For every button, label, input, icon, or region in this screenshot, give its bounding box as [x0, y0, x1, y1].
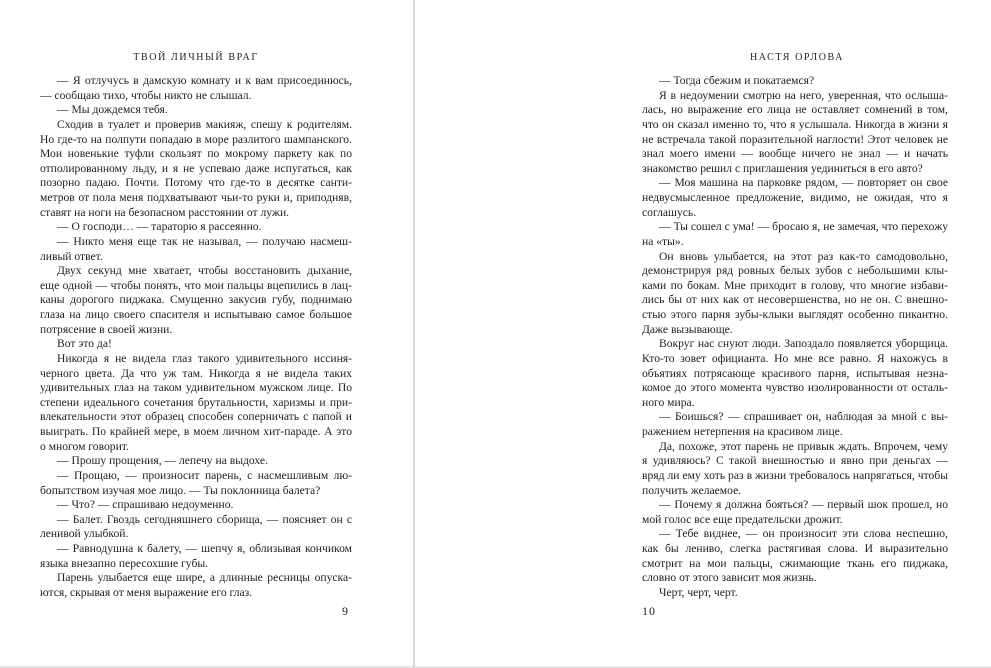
paragraph: Парень улыбается еще шире, а длинные ресницы опускаются, скрывая от меня выражение его глаз. [40, 571, 352, 599]
right-page-body [642, 74, 948, 601]
paragraph: Черт, черт, черт. [659, 585, 738, 599]
page-number: 10 [642, 604, 656, 618]
paragraph: Вокруг нас снуют люди. Запоздало появляется уборщица. Кто-то зовет официанта. Но мне все равно. Я нахожусь в объятиях потрясающе красивого парня, испытывая незнакомое до этого момента чувство изолированности от остального мира. [642, 337, 948, 409]
paragraph: — Я отлучусь в дамскую комнату и к вам присоединюсь, — сообщаю тихо, чтобы никто не слышал. [40, 74, 352, 102]
running-head-author: НАСТЯ ОРЛОВА [749, 52, 844, 63]
paragraph: — Тогда сбежим и покатаемся? [659, 74, 815, 87]
paragraph: — Боишься? — спрашивает он, наблюдая за мной с выражением нетерпения на красивом лице. [642, 410, 948, 438]
paragraph: Да, похоже, этот парень не привык ждать. Впрочем, чему я удивляюсь? С такой внешностью и явно при деньгах — вряд ли ему хоть раз в жизни требовалось напрягаться, чтобы получить желаемое. [642, 439, 948, 497]
paragraph: — Моя машина на парковке рядом, — повторяет он свое недвусмысленное предложение, видимо, не ожидая, что я соглашусь. [642, 176, 948, 219]
left-page-body [40, 74, 352, 601]
paragraph: — Ты сошел с ума! — бросаю я, не замечая, что перехожу на «ты». [642, 220, 948, 248]
paragraph: Сходив в туалет и проверив макияж, спешу к родителям. Но где-то на полпути попадаю в море разлитого шампанского. Мои новенькие туфли скользят по мокрому паркету как по отполированному льду, и я не успеваю даже испугаться, как позорно падаю. Почти. Потому что где-то в десятке сантиметров от пола меня подхватывают чьи-то руки и, приподняв, ставят на ноги на безопасном расстоянии от лужи. [40, 117, 352, 219]
right-page [415, 0, 991, 666]
page-number: 9 [342, 604, 348, 618]
paragraph: Вот это да! [57, 337, 112, 351]
paragraph: — Равнодушна к балету, — шепчу я, облизывая кончиком языка внезапно пересохшие губы. [40, 542, 352, 570]
paragraph: — Балет. Гвоздь сегодняшнего сборища, — поясняет он с ленивой улыбкой. [40, 512, 352, 541]
running-head-book-title: ТВОЙ ЛИЧНЫЙ ВРАГ [133, 52, 259, 63]
left-page [0, 0, 413, 666]
paragraph: — Что? — спрашиваю недоуменно. [57, 498, 234, 512]
paragraph: Никогда я не видела глаз такого удивительного иссиня-черного цвета. Да что уж там. Никогда я не видела таких удивительных глаз на таком удивительном мужском лице. По степени идеального сочетания брутальности, харизмы и привлекательности этот образец способен соперничать с папой и выиграть. По крайней мере, в моем личном хит-параде. А это о многом говорит. [40, 351, 352, 453]
paragraph: — Мы дождемся тебя. [57, 103, 168, 117]
paragraph: Я в недоумении смотрю на него, уверенная, что ослышалась, но выражение его лица не оставляет сомнений в том, что он сказал именно то, что я услышала. Никогда в жизни я не встречала такой поразительной наглости! Этот человек не знал моего имени — вообще ничего не знал — и начать знакомство решил с приглашения уединиться в его авто? [642, 88, 948, 175]
paragraph: — Никто меня еще так не называл, — получаю насмешливый ответ. [40, 234, 352, 263]
paragraph: Двух секунд мне хватает, чтобы восстановить дыхание, еще одной — чтобы понять, что мои пальцы вцепились в лацканы дорогого пиджака. Смущенно закусив губу, поднимаю глаза на лицо своего спасителя и испытываю самое большое потрясение в своей жизни. [40, 264, 352, 336]
paragraph: — Почему я должна бояться? — первый шок прошел, но мой голос все еще предательски дрожит. [642, 498, 948, 526]
paragraph: — Прощаю, — произносит парень, с насмешливым любопытством изучая мое лицо. — Ты поклонница балета? [40, 468, 352, 497]
paragraph: — О господи… — тараторю я рассеянно. [57, 220, 262, 234]
paragraph: — Прошу прощения, — лепечу на выдохе. [57, 454, 268, 468]
paragraph: Он вновь улыбается, на этот раз как-то самодовольно, демонстрируя ряд ровных белых зубов с небольшими клыками по бокам. Мне приходит в голову, что многие избавились бы от них как от несовершенства, но не он. С внешностью этого парня зубы-клыки выглядят особенно пикантно. Даже вызывающе. [642, 249, 948, 336]
paragraph: — Тебе виднее, — он произносит эти слова неспешно, как бы лениво, слегка растягивая слова. И выразительно смотрит на мои пальцы, сжимающие ткань его пиджака, словно от этого зависит моя жизнь. [642, 527, 948, 585]
